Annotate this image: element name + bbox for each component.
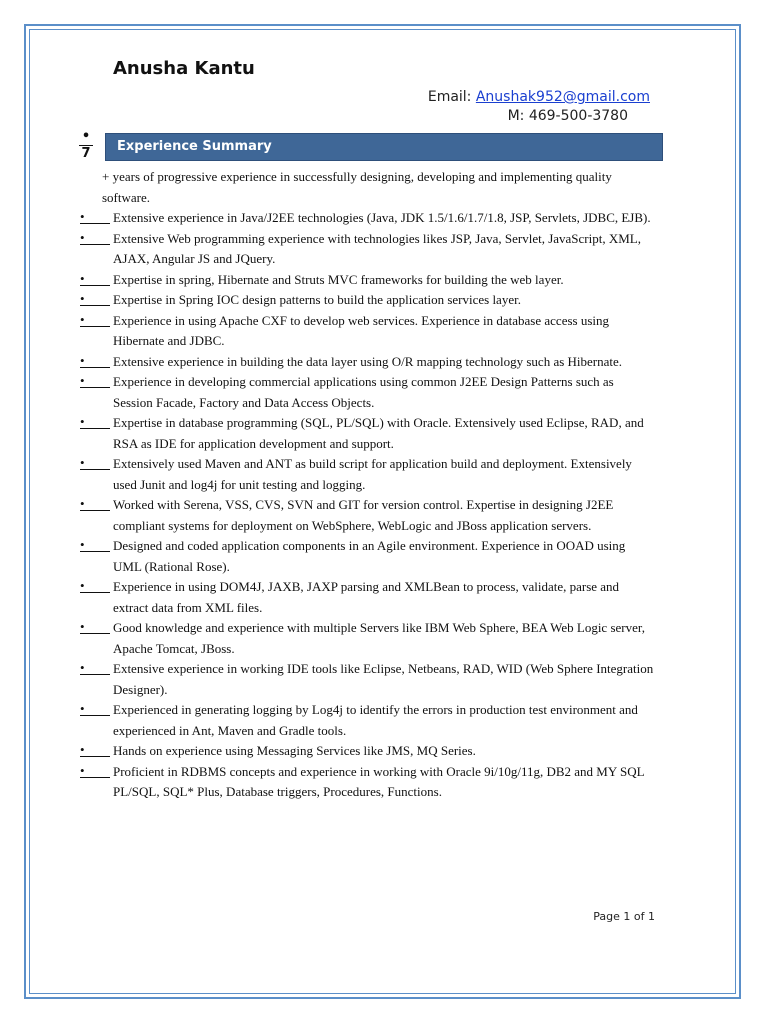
email-line — [428, 89, 650, 105]
experience-list — [80, 208, 655, 803]
list-item-text: Proficient in RDBMS concepts and experience in working with Oracle 9i/10g/11g, DB2 and MY SQL PL/SQL, SQL* Plus, Database triggers, Procedures, Functions. — [113, 763, 645, 799]
list-item-text: Good knowledge and experience with multiple Servers like IBM Web Sphere, BEA Web Logic server, Apache Tomcat, JBoss. — [113, 620, 645, 656]
list-item — [80, 454, 655, 495]
list-item — [80, 700, 655, 741]
list-item — [80, 311, 655, 352]
bullet-glyph: • — [80, 577, 110, 593]
list-item-text: Experience in developing commercial applications using common J2EE Design Patterns such as Session Facade, Factory and Data Access Objects. — [113, 374, 614, 410]
list-item — [80, 290, 655, 311]
bullet-glyph: • — [80, 208, 110, 224]
bullet-glyph: • — [80, 659, 110, 675]
bullet-glyph: • — [80, 741, 110, 757]
bullet-glyph: • — [80, 270, 110, 286]
bullet-glyph: • — [80, 700, 110, 716]
list-item — [80, 270, 655, 291]
list-item — [80, 577, 655, 618]
list-item-text: Extensive Web programming experience with technologies likes JSP, Java, Servlet, JavaScript, XML, AJAX, Angular JS and JQuery. — [113, 230, 641, 266]
bullet-glyph: • — [80, 352, 110, 368]
bullet-glyph: • — [80, 495, 110, 511]
email-label: Email: — [427, 89, 472, 105]
experience-summary-content — [80, 167, 655, 803]
bullet-glyph: • — [80, 229, 110, 245]
phone-number: M: 469-500-3780 — [507, 108, 628, 124]
marker-number: 7 — [81, 146, 91, 161]
list-item-text: Extensive experience in Java/J2EE technologies (Java, JDK 1.5/1.6/1.7/1.8, JSP, Servlets, JDBC, EJB). — [113, 210, 651, 225]
list-item-text: Hands on experience using Messaging Services like JMS, MQ Series. — [113, 743, 476, 758]
bullet-glyph: • — [80, 618, 110, 634]
list-item — [80, 229, 655, 270]
list-item-text: Designed and coded application components in an Agile environment. Experience in OOAD using UML (Rational Rose). — [113, 538, 626, 574]
list-item-text: Extensive experience in working IDE tools like Eclipse, Netbeans, RAD, WID (Web Sphere Integration Designer). — [113, 661, 654, 697]
bullet-glyph: • — [80, 372, 110, 388]
list-marker — [79, 130, 93, 161]
list-item — [80, 495, 655, 536]
intro-paragraph: + years of progressive experience in successfully designing, developing and implementing quality software. — [102, 169, 612, 205]
candidate-name: Anusha Kantu — [113, 58, 255, 79]
list-item — [80, 762, 655, 803]
list-item — [80, 372, 655, 413]
bullet-glyph: • — [80, 413, 110, 429]
email-link[interactable]: Anushak952@gmail.com — [475, 89, 650, 105]
list-item — [80, 413, 655, 454]
list-item — [80, 536, 655, 577]
list-item-text: Expertise in Spring IOC design patterns to build the application services layer. — [113, 292, 521, 307]
list-item-text: Expertise in database programming (SQL, PL/SQL) with Oracle. Extensively used Eclipse, RAD, and RSA as IDE for application development and support. — [113, 415, 644, 451]
marker-bullet: • — [81, 129, 91, 144]
list-item-text: Experienced in generating logging by Log4j to identify the errors in production test environment and experienced in Ant, Maven and Gradle tools. — [113, 702, 638, 738]
page-number: Page 1 of 1 — [593, 910, 655, 923]
list-item-text: Extensively used Maven and ANT as build script for application build and deployment. Extensively used Junit and log4j for unit testing and logging. — [113, 456, 632, 492]
list-item-text: Worked with Serena, VSS, CVS, SVN and GIT for version control. Expertise in designing J2EE compliant systems for deployment on WebSphere, WebLogic and JBoss application servers. — [113, 497, 614, 533]
list-item — [80, 618, 655, 659]
list-item-text: Experience in using Apache CXF to develop web services. Experience in database access using Hibernate and JDBC. — [113, 312, 609, 348]
list-item — [80, 352, 655, 373]
list-item-text: Extensive experience in building the data layer using O/R mapping technology such as Hibernate. — [113, 353, 623, 369]
bullet-glyph: • — [80, 311, 110, 327]
list-item-text: Expertise in spring, Hibernate and Struts MVC frameworks for building the web layer. — [113, 271, 564, 287]
list-item — [80, 208, 655, 229]
bullet-glyph: • — [80, 290, 110, 306]
bullet-glyph: • — [80, 762, 110, 778]
list-item-text: Experience in using DOM4J, JAXB, JAXP parsing and XMLBean to process, validate, parse and extract data from XML files. — [113, 579, 620, 615]
list-item — [80, 659, 655, 700]
bullet-glyph: • — [80, 536, 110, 552]
section-header-experience-summary: Experience Summary — [105, 133, 663, 161]
list-item — [80, 741, 655, 762]
bullet-glyph: • — [80, 454, 110, 470]
